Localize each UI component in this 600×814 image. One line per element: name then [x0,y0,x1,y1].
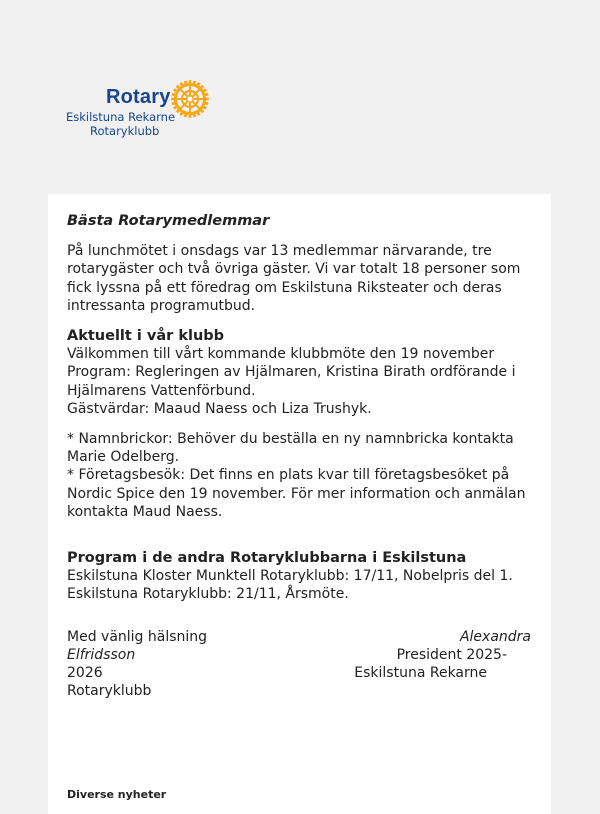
signature-last-name: Elfridsson [67,646,136,663]
other-club-line: Eskilstuna Rotaryklubb: 21/11, Årsmöte. [67,586,349,603]
other-club-line: Eskilstuna Kloster Munktell Rotaryklubb: 17/11, Nobelpris del 1. [67,568,513,585]
signature [67,628,531,701]
club-logo [66,78,216,138]
club-line: Program: Regleringen av Hjälmaren, Kristina Birath ordförande i Hjälmarens Vattenförbund. [67,364,516,399]
signature-first-name: Alexandra [459,628,531,645]
newsletter-card [48,194,551,814]
signature-year: 2026 [67,665,103,682]
signature-club: Eskilstuna Rekarne [354,665,487,682]
logo-wordmark: Rotary [106,86,171,108]
other-clubs-heading: Program i de andra Rotaryklubbarna i Eskilstuna [67,550,467,567]
club-line: Gästvärdar: Maaud Naess och Liza Trushyk. [67,400,372,417]
notice-item: * Företagsbesök: Det finns en plats kvar till företagsbesöket på Nordic Spice den 19 november. För mer information och anmälan kontakta Maud Naess. [67,467,526,520]
greeting: Bästa Rotarymedlemmar [67,213,270,229]
club-line: Välkommen till vårt kommande klubbmöte den 19 november [67,346,495,363]
logo-subtitle [66,110,216,138]
signature-role: President 2025- [396,646,507,663]
logo-line-1: Eskilstuna Rekarne [66,110,176,124]
logo-line-2: Rotaryklubb [90,124,160,138]
signature-club-suffix: Rotaryklubb [67,683,152,700]
newsletter-body [67,212,531,700]
club-section [67,327,531,418]
club-heading: Aktuellt i vår klubb [67,328,225,345]
diverse-heading: Diverse nyheter [67,788,167,801]
notices-section [67,430,531,521]
other-clubs-section [67,549,531,604]
notice-item: * Namnbrickor: Behöver du beställa en ny namnbricka kontakta Marie Odelberg. [67,431,514,466]
intro-paragraph: På lunchmötet i onsdags var 13 medlemmar närvarande, tre rotarygäster och två övriga gäster. Vi var totalt 18 personer som fick lyssna på ett föredrag om Eskilstuna Riksteater och deras intressanta programutbud. [67,243,521,314]
signature-closing: Med vänlig hälsning [67,628,208,645]
